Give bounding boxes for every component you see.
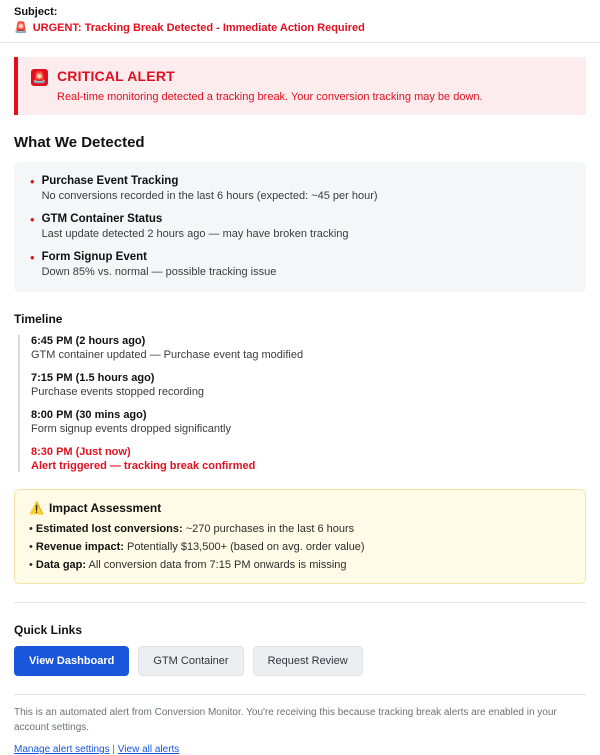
impact-line-label: Revenue impact: — [35, 541, 124, 553]
detected-heading: What We Detected — [14, 134, 145, 151]
critical-alert-banner — [14, 57, 586, 115]
email-footer — [14, 694, 586, 755]
timeline-item-text: GTM container updated — Purchase event tag modified — [31, 349, 304, 361]
siren-icon: 🚨 — [14, 21, 28, 34]
detected-item — [30, 213, 570, 240]
impact-line: • Data gap: All conversion data from 7:15 PM onwards is missing — [29, 559, 347, 571]
detected-item — [30, 175, 570, 202]
timeline-item — [31, 372, 586, 398]
subject-text: URGENT: Tracking Break Detected - Immediate Action Required — [32, 22, 365, 34]
timeline-item-time: 6:45 PM (2 hours ago) — [31, 335, 146, 347]
view-all-alerts-link[interactable]: View all alerts — [117, 744, 180, 755]
impact-line-label: Data gap: — [35, 559, 87, 571]
critical-alert-title: CRITICAL ALERT — [57, 68, 175, 84]
view-dashboard-button[interactable]: View Dashboard — [14, 646, 129, 676]
bullet-icon: • — [30, 174, 35, 189]
critical-alert-message: Real-time monitoring detected a tracking break. Your conversion tracking may be down. — [57, 91, 483, 103]
timeline-heading: Timeline — [14, 312, 63, 326]
impact-line: • Estimated lost conversions: ~270 purchases in the last 6 hours — [29, 523, 355, 535]
siren-icon: 🚨 — [31, 69, 48, 86]
detected-item — [30, 251, 570, 278]
footer-text: This is an automated alert from Conversion Monitor. You're receiving this because tracking break alerts are enabled in your account settings. — [14, 707, 557, 733]
impact-line-value: Potentially $13,500+ (based on avg. order value) — [127, 541, 365, 553]
footer-links — [14, 744, 586, 755]
impact-title-row — [29, 501, 571, 515]
bullet-icon: • — [30, 250, 35, 265]
detected-panel — [14, 162, 586, 292]
timeline-item-text: Alert triggered — tracking break confirmed — [31, 460, 256, 472]
warning-icon: ⚠️ — [29, 501, 44, 515]
quick-links-heading: Quick Links — [14, 623, 83, 637]
impact-assessment-box — [14, 489, 586, 584]
detected-item-desc: Last update detected 2 hours ago — may have broken tracking — [41, 228, 349, 240]
manage-alert-settings-link[interactable]: Manage alert settings — [14, 744, 110, 755]
timeline-item-text: Form signup events dropped significantly — [31, 423, 231, 435]
detected-item-desc: No conversions recorded in the last 6 hours (expected: ~45 per hour) — [41, 190, 378, 202]
impact-line: • Revenue impact: Potentially $13,500+ (based on avg. order value) — [29, 541, 365, 553]
timeline-item-text: Purchase events stopped recording — [31, 386, 205, 398]
email-body — [0, 43, 600, 755]
detected-item-title: GTM Container Status — [41, 213, 163, 225]
timeline-item-time: 8:00 PM (30 mins ago) — [31, 409, 147, 421]
timeline-item — [31, 409, 586, 435]
footer-link-separator: | — [112, 744, 116, 755]
timeline-item-time: 7:15 PM (1.5 hours ago) — [31, 372, 155, 384]
critical-alert-content — [57, 68, 483, 103]
timeline-item-alert — [31, 446, 586, 472]
detected-item-desc: Down 85% vs. normal — possible tracking issue — [41, 266, 277, 278]
subject-label: Subject: — [14, 6, 58, 18]
impact-line-value: All conversion data from 7:15 PM onwards is missing — [88, 559, 347, 571]
subject-line — [14, 22, 586, 34]
impact-line-label: Estimated lost conversions: — [35, 523, 183, 535]
section-divider — [14, 602, 586, 603]
gtm-container-button[interactable]: GTM Container — [138, 646, 243, 676]
detected-item-title: Form Signup Event — [41, 251, 147, 263]
impact-title: Impact Assessment — [48, 501, 162, 515]
timeline-item-time: 8:30 PM (Just now) — [31, 446, 131, 458]
bullet-icon: • — [30, 212, 35, 227]
timeline-list — [18, 335, 586, 472]
subject-block — [0, 0, 600, 43]
quick-links-buttons — [14, 646, 586, 676]
timeline-item — [31, 335, 586, 361]
impact-line-value: ~270 purchases in the last 6 hours — [185, 523, 355, 535]
detected-item-title: Purchase Event Tracking — [41, 175, 179, 187]
request-review-button[interactable]: Request Review — [253, 646, 363, 676]
